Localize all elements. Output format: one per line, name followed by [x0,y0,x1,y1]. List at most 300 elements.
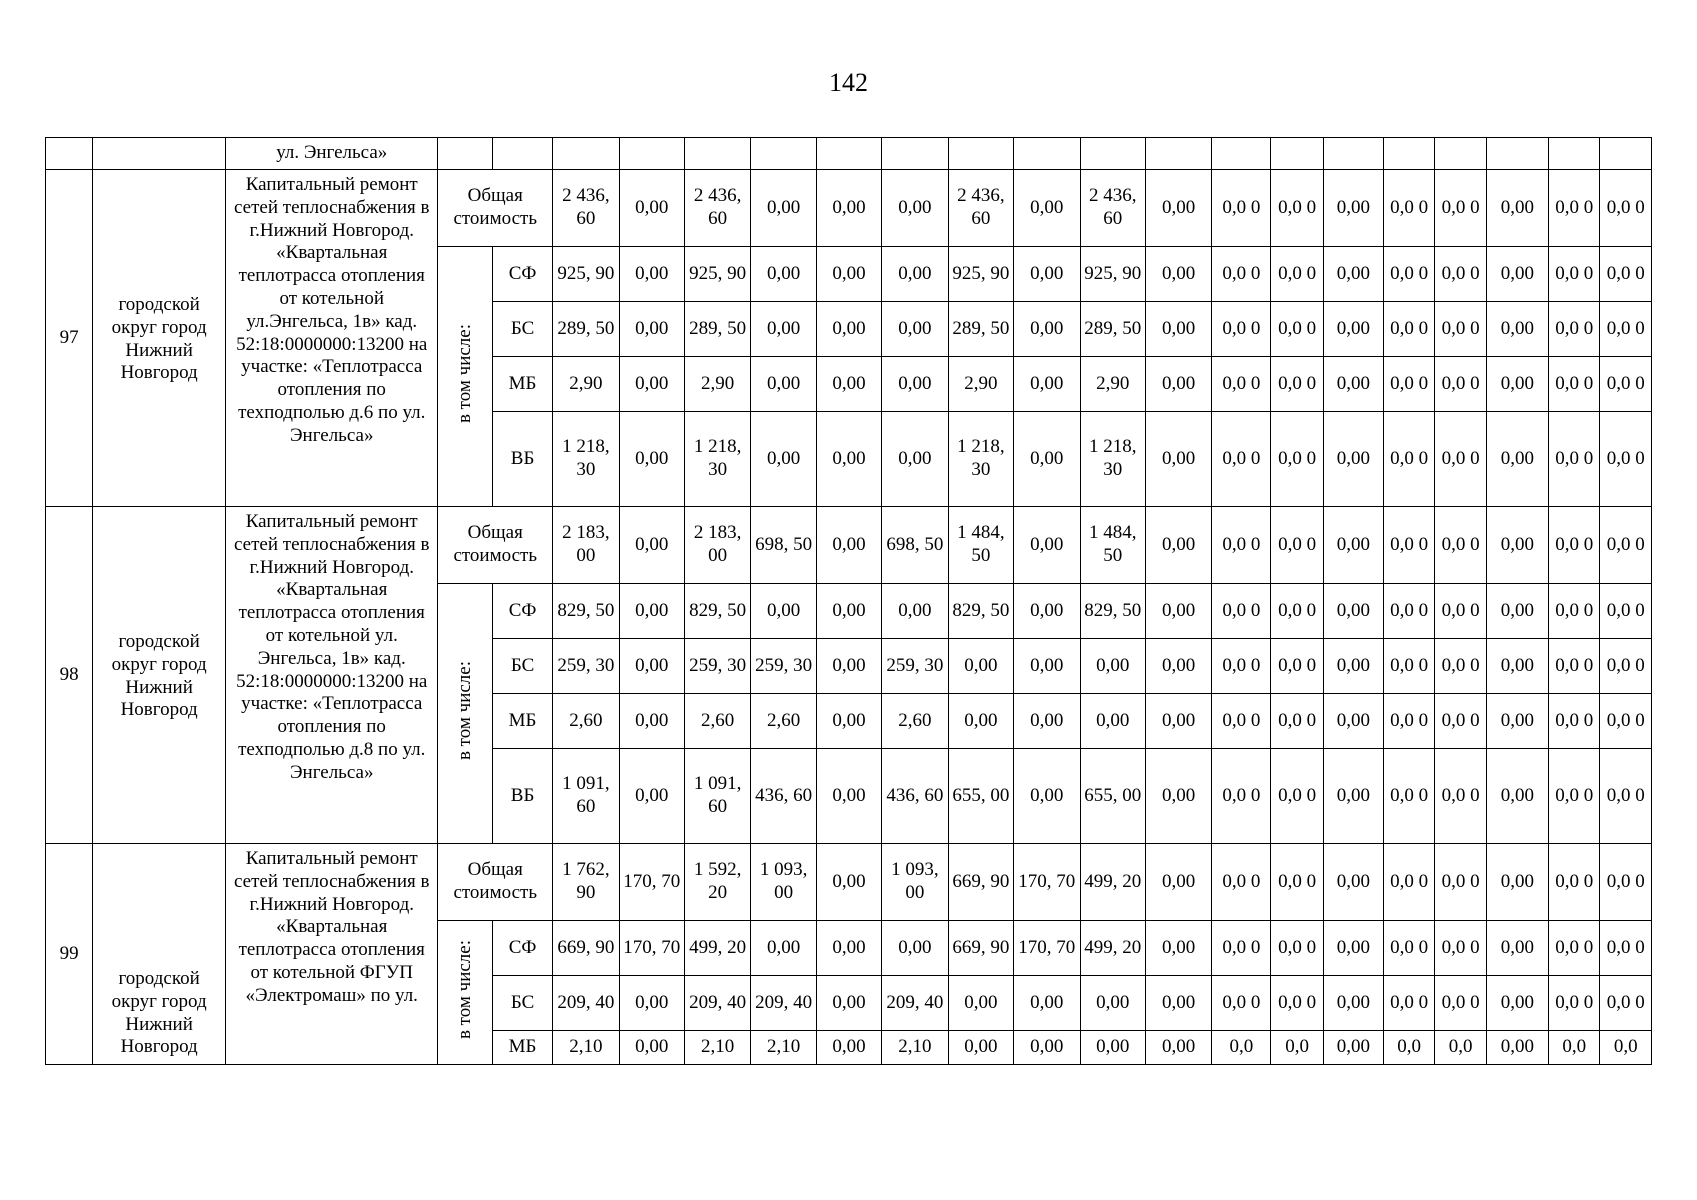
value-cell: 289, 50 [948,302,1013,357]
value-cell: 0,0 0 [1600,694,1652,749]
value-cell: 0,00 [816,507,881,584]
value-cell: 0,00 [1145,1031,1211,1065]
value-cell: 2,60 [553,694,619,749]
value-cell: 925, 90 [1080,247,1145,302]
value-cell: 2 436, 60 [1080,170,1145,247]
value-cell: 1 218, 30 [553,412,619,507]
value-cell: 829, 50 [1080,584,1145,639]
value-cell: 669, 90 [948,921,1013,976]
value-cell: 289, 50 [553,302,619,357]
value-cell: 2,60 [882,694,948,749]
value-cell: 0,00 [1014,694,1080,749]
value-cell: 0,00 [1080,694,1145,749]
cell-empty [1383,138,1434,170]
value-cell: 0,00 [1323,639,1383,694]
value-cell: 0,0 0 [1212,412,1271,507]
value-cell: 0,0 0 [1600,921,1652,976]
description-cell: Капитальный ремонт сетей теплоснабжения в г.Нижний Новгород. «Квартальная теплотрасса отопления от котельной ул. Энгельса, 1в» кад. 52:18:0000000:13200 на участке: «Теплотрасса отопления по техподполью д.8 по ул. Энгельса» [226,507,438,844]
including-label: в том числе: [453,323,475,423]
value-cell: 669, 90 [553,921,619,976]
value-cell: 0,00 [1080,1031,1145,1065]
total-cost-label: Общая стоимость [438,844,553,921]
value-cell: 0,00 [1145,584,1211,639]
row-number: 99 [46,844,93,1065]
value-cell: 0,00 [619,302,684,357]
value-cell: 0,0 0 [1435,584,1486,639]
value-cell: 925, 90 [948,247,1013,302]
value-cell: 2,60 [751,694,816,749]
value-cell: 0,0 0 [1600,357,1652,412]
project-total-row [46,844,1652,921]
value-cell: 0,00 [816,921,881,976]
budget-table [45,137,1652,1065]
value-cell: 0,00 [1014,507,1080,584]
funding-source-label: МБ [493,357,553,412]
value-cell: 0,0 0 [1212,921,1271,976]
value-cell: 259, 30 [684,639,750,694]
value-cell: 0,0 0 [1548,170,1599,247]
value-cell: 259, 30 [882,639,948,694]
value-cell: 0,0 0 [1435,976,1486,1031]
value-cell: 0,00 [1486,170,1548,247]
value-cell: 0,00 [1080,639,1145,694]
value-cell: 0,00 [1486,844,1548,921]
value-cell: 0,0 0 [1271,639,1324,694]
value-cell: 209, 40 [684,976,750,1031]
value-cell: 1 093, 00 [882,844,948,921]
value-cell: 0,00 [948,976,1013,1031]
value-cell: 0,00 [751,170,816,247]
cell-empty [1014,138,1080,170]
value-cell: 0,0 0 [1548,507,1599,584]
value-cell: 0,0 0 [1600,749,1652,844]
value-cell: 0,00 [1145,170,1211,247]
value-cell: 209, 40 [751,976,816,1031]
value-cell: 0,0 0 [1271,302,1324,357]
value-cell: 829, 50 [553,584,619,639]
value-cell: 0,00 [816,694,881,749]
value-cell: 0,0 0 [1435,357,1486,412]
value-cell: 0,0 0 [1435,170,1486,247]
cell-empty [619,138,684,170]
value-cell: 0,00 [751,302,816,357]
value-cell: 0,0 0 [1600,247,1652,302]
value-cell: 170, 70 [619,921,684,976]
value-cell: 2,10 [751,1031,816,1065]
value-cell: 0,00 [816,1031,881,1065]
value-cell: 0,0 0 [1435,302,1486,357]
value-cell: 0,00 [1323,694,1383,749]
value-cell: 2 436, 60 [948,170,1013,247]
value-cell: 1 218, 30 [684,412,750,507]
value-cell: 0,0 0 [1383,921,1434,976]
value-cell: 0,0 0 [1383,247,1434,302]
project-total-row [46,170,1652,247]
value-cell: 0,0 0 [1548,639,1599,694]
value-cell: 0,0 0 [1548,749,1599,844]
value-cell: 0,0 0 [1548,247,1599,302]
funding-source-label: БС [493,639,553,694]
value-cell: 0,0 0 [1383,639,1434,694]
value-cell: 499, 20 [1080,844,1145,921]
value-cell: 0,0 0 [1271,412,1324,507]
value-cell: 2 436, 60 [684,170,750,247]
value-cell: 0,00 [1145,844,1211,921]
value-cell: 0,0 0 [1548,694,1599,749]
value-cell: 0,00 [1145,412,1211,507]
value-cell: 0,0 0 [1435,844,1486,921]
value-cell: 0,0 0 [1435,639,1486,694]
value-cell: 0,0 0 [1271,749,1324,844]
value-cell: 0,00 [1486,302,1548,357]
value-cell: 499, 20 [684,921,750,976]
value-cell: 2,90 [684,357,750,412]
cell-empty [553,138,619,170]
value-cell: 0,00 [816,749,881,844]
value-cell: 0,0 0 [1435,694,1486,749]
value-cell: 0,00 [1014,639,1080,694]
value-cell: 0,00 [1014,357,1080,412]
value-cell: 1 484, 50 [1080,507,1145,584]
municipality-cell: городской округ город Нижний Новгород [93,507,226,844]
including-label: в том числе: [453,939,475,1039]
value-cell: 0,00 [882,357,948,412]
funding-source-label: СФ [493,584,553,639]
value-cell: 0,0 0 [1383,844,1434,921]
value-cell: 0,0 0 [1548,921,1599,976]
description-cell: Капитальный ремонт сетей теплоснабжения в г.Нижний Новгород. «Квартальная теплотрасса отопления от котельной ул.Энгельса, 1в» кад. 52:18:0000000:13200 на участке: «Теплотрасса отопления по техподполью д.6 по ул. Энгельса» [226,170,438,507]
value-cell: 0,00 [1014,247,1080,302]
value-cell: 0,00 [816,584,881,639]
cell-empty [1435,138,1486,170]
total-cost-label: Общая стоимость [438,170,553,247]
value-cell: 0,0 0 [1271,170,1324,247]
value-cell: 0,00 [1145,921,1211,976]
funding-source-label: СФ [493,921,553,976]
value-cell: 0,00 [1145,302,1211,357]
value-cell: 925, 90 [684,247,750,302]
value-cell: 698, 50 [751,507,816,584]
value-cell: 0,00 [1014,976,1080,1031]
value-cell: 0,00 [816,247,881,302]
value-cell: 0,0 0 [1435,247,1486,302]
value-cell: 0,00 [1486,412,1548,507]
value-cell: 0,0 0 [1271,694,1324,749]
value-cell: 436, 60 [882,749,948,844]
value-cell: 0,0 0 [1271,584,1324,639]
value-cell: 0,00 [882,921,948,976]
cell-empty [882,138,948,170]
value-cell: 0,00 [1486,921,1548,976]
value-cell: 0,0 0 [1271,507,1324,584]
value-cell: 2 183, 00 [684,507,750,584]
value-cell: 0,00 [1014,170,1080,247]
value-cell: 0,0 0 [1600,507,1652,584]
value-cell: 0,00 [948,694,1013,749]
value-cell: 2,10 [553,1031,619,1065]
value-cell: 0,0 [1271,1031,1324,1065]
value-cell: 209, 40 [553,976,619,1031]
value-cell: 0,00 [948,1031,1013,1065]
value-cell: 0,0 0 [1271,976,1324,1031]
value-cell: 0,0 0 [1383,302,1434,357]
value-cell: 0,00 [751,584,816,639]
cell-empty [1080,138,1145,170]
value-cell: 0,0 0 [1271,844,1324,921]
funding-source-label: СФ [493,247,553,302]
value-cell: 2,90 [1080,357,1145,412]
value-cell: 1 762, 90 [553,844,619,921]
value-cell: 0,0 0 [1600,170,1652,247]
total-cost-label: Общая стоимость [438,507,553,584]
cell-empty [1600,138,1652,170]
including-label-cell [438,247,493,507]
value-cell: 0,0 0 [1383,357,1434,412]
value-cell: 170, 70 [619,844,684,921]
value-cell: 259, 30 [751,639,816,694]
value-cell: 0,00 [1323,507,1383,584]
cell-empty [1145,138,1211,170]
value-cell: 0,00 [1145,749,1211,844]
value-cell: 0,00 [882,170,948,247]
value-cell: 0,0 0 [1212,844,1271,921]
project-total-row [46,507,1652,584]
value-cell: 2 183, 00 [553,507,619,584]
value-cell: 0,00 [1323,921,1383,976]
value-cell: 0,00 [816,412,881,507]
value-cell: 0,0 0 [1271,357,1324,412]
value-cell: 0,0 0 [1212,584,1271,639]
municipality-cell: городской округ город Нижний Новгород [93,170,226,507]
value-cell: 170, 70 [1014,921,1080,976]
description-cell: Капитальный ремонт сетей теплоснабжения в г.Нижний Новгород. «Квартальная теплотрасса отопления от котельной ФГУП «Электромаш» по ул. [226,844,438,1065]
cell-empty [1323,138,1383,170]
value-cell: 0,0 0 [1383,694,1434,749]
value-cell: 0,00 [1323,357,1383,412]
cell-empty [493,138,553,170]
value-cell: 2,10 [684,1031,750,1065]
value-cell: 0,0 0 [1212,302,1271,357]
value-cell: 0,0 0 [1600,584,1652,639]
value-cell: 0,00 [619,357,684,412]
value-cell: 0,0 0 [1383,584,1434,639]
value-cell: 0,0 0 [1435,921,1486,976]
value-cell: 0,00 [1145,639,1211,694]
value-cell: 0,0 0 [1548,302,1599,357]
value-cell: 0,00 [816,357,881,412]
value-cell: 0,0 0 [1383,976,1434,1031]
value-cell: 0,00 [751,357,816,412]
value-cell: 1 218, 30 [948,412,1013,507]
cell-empty [1486,138,1548,170]
value-cell: 0,0 0 [1212,170,1271,247]
value-cell: 0,0 0 [1600,302,1652,357]
value-cell: 0,00 [1014,749,1080,844]
value-cell: 1 218, 30 [1080,412,1145,507]
value-cell: 0,00 [1014,1031,1080,1065]
value-cell: 0,00 [1486,976,1548,1031]
value-cell: 0,00 [882,584,948,639]
value-cell: 0,00 [619,976,684,1031]
value-cell: 1 091, 60 [553,749,619,844]
value-cell: 436, 60 [751,749,816,844]
continuation-text: ул. Энгельса» [226,138,438,170]
row-number: 97 [46,170,93,507]
value-cell: 0,00 [751,247,816,302]
value-cell: 1 484, 50 [948,507,1013,584]
value-cell: 0,0 0 [1383,507,1434,584]
value-cell: 0,00 [1323,302,1383,357]
value-cell: 0,0 0 [1548,412,1599,507]
row-number: 98 [46,507,93,844]
value-cell: 0,0 0 [1212,639,1271,694]
value-cell: 0,00 [1014,584,1080,639]
value-cell: 0,00 [619,584,684,639]
funding-source-label: МБ [493,1031,553,1065]
funding-source-label: ВБ [493,749,553,844]
value-cell: 655, 00 [948,749,1013,844]
funding-source-label: БС [493,976,553,1031]
value-cell: 0,00 [1145,507,1211,584]
value-cell: 0,0 [1435,1031,1486,1065]
value-cell: 2,10 [882,1031,948,1065]
including-label: в том числе: [453,660,475,760]
value-cell: 0,00 [619,507,684,584]
value-cell: 669, 90 [948,844,1013,921]
value-cell: 0,00 [1080,976,1145,1031]
value-cell: 0,00 [882,247,948,302]
continuation-row [46,138,1652,170]
value-cell: 698, 50 [882,507,948,584]
value-cell: 0,00 [1486,1031,1548,1065]
value-cell: 0,00 [619,247,684,302]
cell-empty [816,138,881,170]
funding-source-label: МБ [493,694,553,749]
value-cell: 0,0 0 [1548,976,1599,1031]
cell-empty [1212,138,1271,170]
value-cell: 0,0 0 [1212,749,1271,844]
value-cell: 0,0 [1600,1031,1652,1065]
value-cell: 655, 00 [1080,749,1145,844]
value-cell: 0,00 [751,921,816,976]
value-cell: 0,0 0 [1600,639,1652,694]
value-cell: 1 093, 00 [751,844,816,921]
cell-empty [93,138,226,170]
value-cell: 0,0 0 [1212,247,1271,302]
value-cell: 499, 20 [1080,921,1145,976]
page-number: 142 [829,68,868,97]
value-cell: 0,0 0 [1383,412,1434,507]
including-label-cell [438,584,493,844]
value-cell: 0,00 [619,749,684,844]
cell-empty [684,138,750,170]
value-cell: 2,90 [553,357,619,412]
value-cell: 0,00 [1014,302,1080,357]
value-cell: 0,00 [1323,749,1383,844]
value-cell: 0,0 0 [1212,694,1271,749]
value-cell: 829, 50 [948,584,1013,639]
value-cell: 0,00 [1145,357,1211,412]
value-cell: 0,00 [816,170,881,247]
cell-empty [1271,138,1324,170]
cell-empty [751,138,816,170]
value-cell: 0,00 [1486,507,1548,584]
value-cell: 289, 50 [684,302,750,357]
including-label-cell [438,921,493,1065]
value-cell: 0,0 0 [1600,844,1652,921]
value-cell: 0,0 0 [1271,921,1324,976]
value-cell: 0,00 [1323,412,1383,507]
value-cell: 0,0 0 [1212,507,1271,584]
value-cell: 0,00 [1323,976,1383,1031]
funding-source-label: ВБ [493,412,553,507]
value-cell: 0,00 [619,1031,684,1065]
value-cell: 2,60 [684,694,750,749]
value-cell: 0,0 0 [1435,507,1486,584]
value-cell: 0,00 [751,412,816,507]
value-cell: 0,00 [816,302,881,357]
value-cell: 0,0 [1212,1031,1271,1065]
value-cell: 0,00 [816,844,881,921]
value-cell: 0,0 0 [1212,357,1271,412]
value-cell: 0,00 [816,976,881,1031]
value-cell: 0,0 0 [1383,170,1434,247]
value-cell: 0,00 [1486,357,1548,412]
value-cell: 0,00 [882,302,948,357]
cell-empty [1548,138,1599,170]
value-cell: 0,0 0 [1271,247,1324,302]
cell-empty [948,138,1013,170]
cell-empty [46,138,93,170]
value-cell: 0,00 [1323,844,1383,921]
value-cell: 0,00 [619,170,684,247]
value-cell: 2 436, 60 [553,170,619,247]
value-cell: 0,00 [619,694,684,749]
value-cell: 0,00 [1145,247,1211,302]
value-cell: 0,0 0 [1435,412,1486,507]
value-cell: 0,00 [1014,412,1080,507]
value-cell: 0,00 [619,639,684,694]
value-cell: 0,00 [1486,749,1548,844]
value-cell: 0,0 0 [1600,976,1652,1031]
value-cell: 0,00 [1486,639,1548,694]
funding-source-label: БС [493,302,553,357]
value-cell: 0,0 0 [1548,357,1599,412]
value-cell: 0,0 0 [1383,749,1434,844]
value-cell: 0,00 [1323,170,1383,247]
value-cell: 0,0 0 [1600,412,1652,507]
value-cell: 829, 50 [684,584,750,639]
value-cell: 925, 90 [553,247,619,302]
value-cell: 0,00 [619,412,684,507]
value-cell: 0,00 [1145,976,1211,1031]
value-cell: 0,00 [1486,584,1548,639]
value-cell: 0,00 [1145,694,1211,749]
value-cell: 0,00 [1486,247,1548,302]
value-cell: 0,0 0 [1435,749,1486,844]
value-cell: 1 091, 60 [684,749,750,844]
value-cell: 0,00 [1486,694,1548,749]
value-cell: 0,0 0 [1548,584,1599,639]
value-cell: 0,00 [948,639,1013,694]
value-cell: 0,0 0 [1212,976,1271,1031]
value-cell: 0,00 [1323,1031,1383,1065]
value-cell: 0,00 [882,412,948,507]
value-cell: 259, 30 [553,639,619,694]
value-cell: 0,00 [1323,584,1383,639]
value-cell: 0,0 0 [1548,844,1599,921]
value-cell: 0,00 [1323,247,1383,302]
